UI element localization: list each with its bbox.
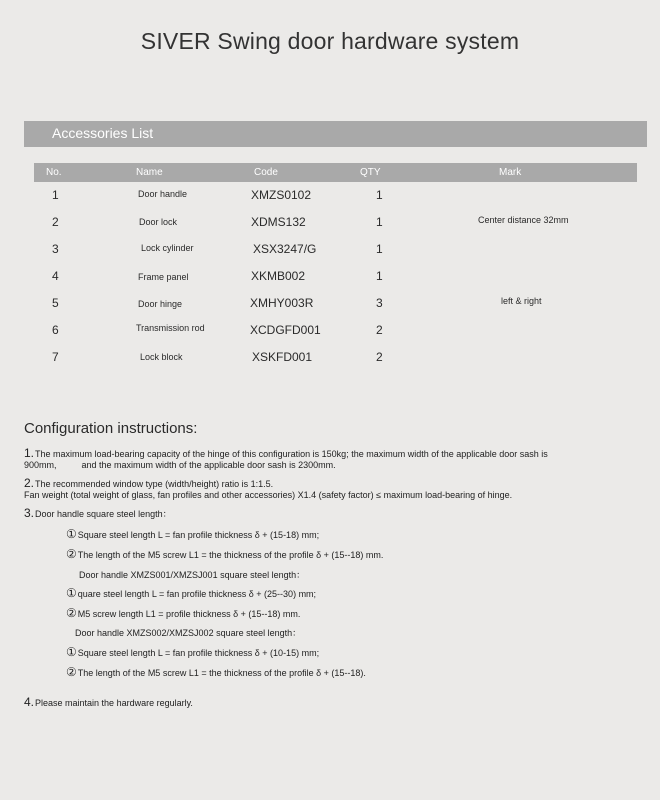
- config-item-3: [24, 508, 172, 520]
- cell-qty: 2: [376, 323, 383, 337]
- table-row: [0, 323, 660, 343]
- config-item-2-line-1: The recommended window type (width/height) ratio is 1:1.5.: [35, 479, 274, 489]
- config-item-3-subheading-2: Door handle XMZS002/XMZSJ002 square steel length：: [75, 628, 302, 638]
- circled-number: ②: [66, 606, 77, 620]
- circled-number: ①: [66, 586, 77, 600]
- cell-qty: 2: [376, 350, 383, 364]
- column-header-mark: Mark: [499, 167, 522, 178]
- column-header-code: Code: [254, 167, 278, 178]
- item-number: 1.: [24, 446, 35, 460]
- cell-name: Transmission rod: [136, 323, 205, 333]
- circled-number: ②: [66, 547, 77, 561]
- config-item-3b-text: The length of the M5 screw L1 = the thickness of the profile δ + (15--18) mm.: [77, 550, 384, 560]
- config-item-2-line-2: Fan weight (total weight of glass, fan profiles and other accessories) X1.4 (safety factor) ≤ maximum load-bearing of hinge.: [24, 490, 513, 500]
- table-row: [0, 296, 660, 316]
- accessories-section-title: Accessories List: [52, 125, 154, 141]
- cell-code: XMHY003R: [250, 296, 314, 310]
- cell-code: XKMB002: [251, 269, 306, 283]
- config-item-3d-text: M5 screw length L1 = profile thickness δ + (15--18) mm.: [77, 609, 301, 619]
- cell-qty: 1: [376, 269, 383, 283]
- config-item-2: [24, 478, 273, 490]
- config-item-3e-text: Square steel length L = fan profile thickness δ + (10-15) mm;: [77, 648, 320, 658]
- page-title: SIVER Swing door hardware system: [140, 28, 520, 54]
- config-item-3c-text: quare steel length L = fan profile thickness δ + (25--30) mm;: [77, 589, 317, 599]
- column-header-no: No.: [46, 167, 62, 178]
- cell-qty: 3: [376, 296, 383, 310]
- config-item-3c: [66, 588, 316, 600]
- item-number: 4.: [24, 695, 35, 709]
- column-header-name: Name: [136, 167, 163, 178]
- cell-code: XMZS0102: [251, 188, 312, 202]
- item-number: 3.: [24, 506, 35, 520]
- config-item-1-line-1: The maximum load-bearing capacity of the hinge of this configuration is 150kg; the maximum width of the applicable door sash is: [35, 449, 548, 459]
- cell-name: Door lock: [139, 217, 178, 227]
- cell-name: Frame panel: [138, 272, 189, 282]
- config-item-3-subheading-1: Door handle XMZS001/XMZSJ001 square steel length：: [79, 570, 306, 580]
- config-item-3e: [66, 647, 319, 659]
- config-item-1: [24, 448, 548, 460]
- cell-qty: 1: [376, 215, 383, 229]
- cell-name: Door hinge: [138, 299, 183, 309]
- cell-mark: Center distance 32mm: [478, 215, 569, 225]
- configuration-heading: Configuration instructions:: [24, 420, 198, 437]
- cell-name: Lock block: [140, 352, 183, 362]
- cell-name: Door handle: [138, 189, 188, 199]
- config-item-1-line-2: 900mm, and the maximum width of the applicable door sash is 2300mm.: [24, 460, 336, 470]
- circled-number: ②: [66, 665, 77, 679]
- cell-no: 6: [52, 323, 59, 337]
- config-item-3b: [66, 549, 383, 561]
- table-header: [34, 163, 637, 182]
- cell-mark: left & right: [501, 296, 542, 306]
- cell-no: 2: [52, 215, 59, 229]
- cell-no: 3: [52, 242, 59, 256]
- table-row: [0, 242, 660, 262]
- circled-number: ①: [66, 527, 77, 541]
- table-row: [0, 188, 660, 208]
- cell-qty: 1: [376, 242, 383, 256]
- cell-code: XSKFD001: [252, 350, 313, 364]
- config-item-4-text: Please maintain the hardware regularly.: [35, 698, 193, 708]
- cell-no: 5: [52, 296, 59, 310]
- cell-code: XCDGFD001: [250, 323, 321, 337]
- config-item-3f: [66, 667, 366, 679]
- cell-code: XSX3247/G: [253, 242, 317, 256]
- table-row: [0, 269, 660, 289]
- cell-name: Lock cylinder: [141, 243, 194, 253]
- config-item-3a: [66, 529, 319, 541]
- cell-no: 7: [52, 350, 59, 364]
- config-item-3a-text: Square steel length L = fan profile thickness δ + (15-18) mm;: [77, 530, 320, 540]
- table-row: [0, 215, 660, 235]
- item-number: 2.: [24, 476, 35, 490]
- table-row: [0, 350, 660, 370]
- cell-code: XDMS132: [251, 215, 306, 229]
- cell-no: 4: [52, 269, 59, 283]
- cell-no: 1: [52, 188, 59, 202]
- config-item-3-title: Door handle square steel length：: [35, 509, 172, 519]
- config-item-3f-text: The length of the M5 screw L1 = the thickness of the profile δ + (15--18).: [77, 668, 366, 678]
- column-header-qty: QTY: [360, 167, 381, 178]
- config-item-4: [24, 697, 193, 709]
- config-item-3d: [66, 608, 300, 620]
- circled-number: ①: [66, 645, 77, 659]
- cell-qty: 1: [376, 188, 383, 202]
- accessories-section-bar: [24, 121, 647, 147]
